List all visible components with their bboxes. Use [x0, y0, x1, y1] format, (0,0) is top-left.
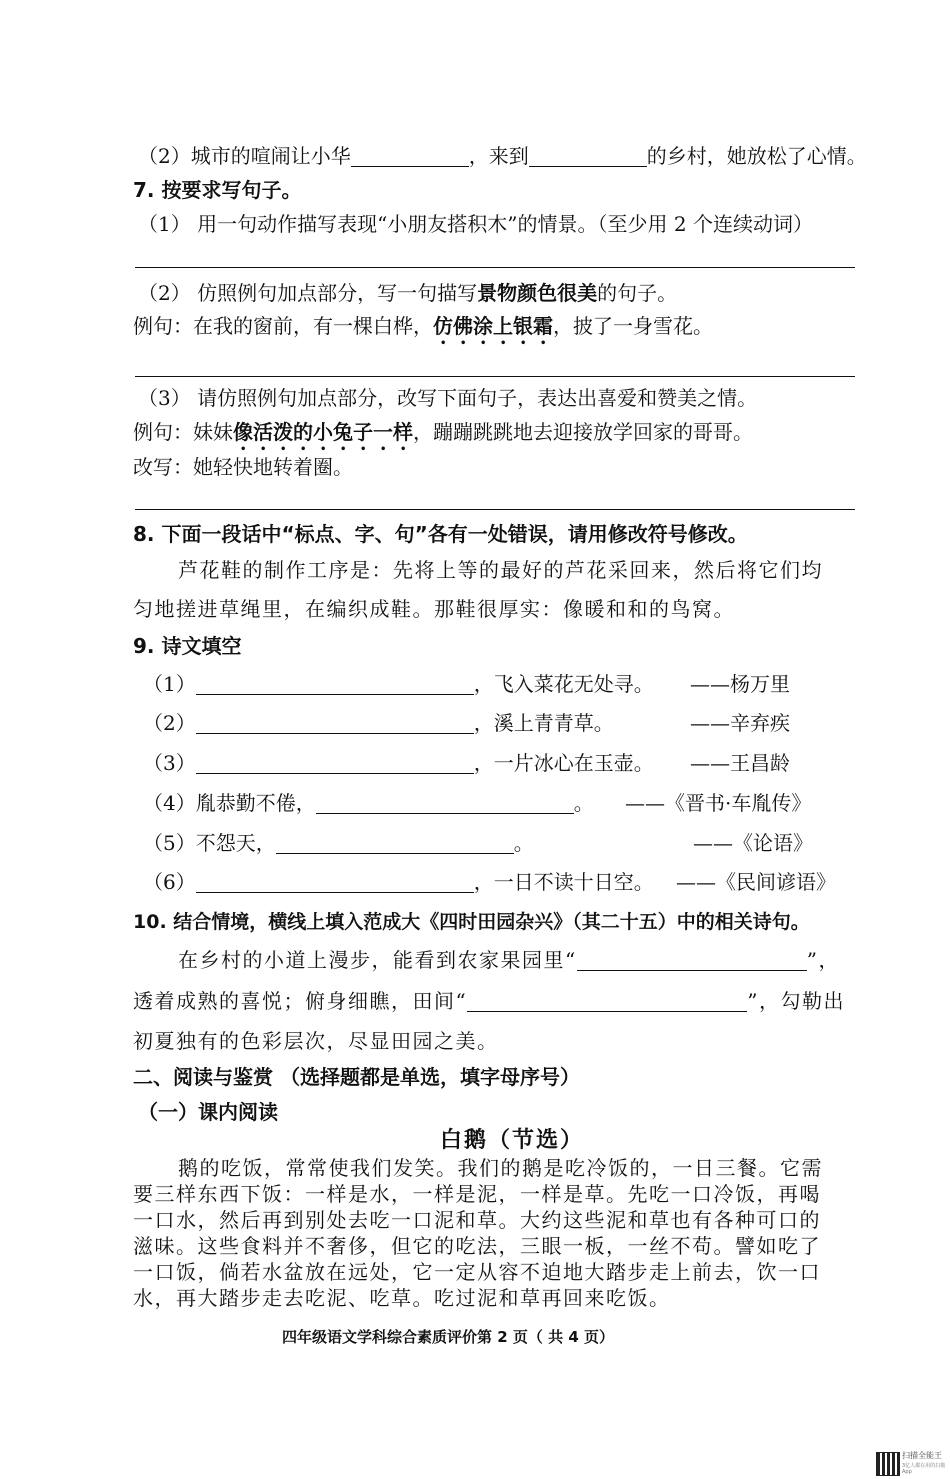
q10-blank-2[interactable]: [467, 991, 747, 1012]
q10-line2-post: ”，勾勒出: [747, 989, 845, 1013]
q10-title: 10. 结合情境，横线上填入范成大《四时田园杂兴》（其二十五）中的相关诗句。: [133, 911, 810, 933]
section2-title: 二、阅读与鉴赏 （选择题都是单选，填字母序号）: [133, 1065, 580, 1089]
q7-ex2-post: ，披了一身雪花。: [553, 314, 713, 338]
q9-item-6: [143, 869, 654, 895]
q7-p3: （3） 请仿照例句加点部分，改写下面句子，表达出喜爱和赞美之情。: [138, 386, 758, 410]
q9-item-num: （6）: [143, 870, 196, 894]
q6-2-mid: ，来到: [468, 144, 529, 168]
q9-author-3: ——王昌龄: [690, 751, 790, 775]
q7-p2-pre: （2） 仿照例句加点部分，写一句描写: [138, 281, 478, 305]
scanner-sublabel: 3亿人都在用的扫描App: [902, 1463, 946, 1475]
q7-ex3-pre: 例句：妹妹: [133, 420, 233, 444]
q9-item-num: （3）: [143, 751, 196, 775]
q10-line-2: [133, 987, 845, 1015]
section2-sub: （一）课内阅读: [138, 1100, 278, 1124]
passage-title: 白鹅（节选）: [440, 1127, 585, 1153]
q7-p3-answer-line[interactable]: [135, 509, 855, 510]
q9-item-text: ，飞入菜花无处寻。: [473, 672, 654, 696]
q7-ex3-key: 像活泼的小兔子一样: [233, 420, 413, 444]
passage-line-4: 滋味。这些食料并不奢侈，但它的吃法，三眼一板，一丝不苟。譬如吃了: [133, 1234, 821, 1258]
q9-author-1: ——杨万里: [690, 672, 790, 696]
q9-item-1: [143, 671, 654, 697]
q9-blank-3[interactable]: [196, 753, 474, 774]
passage-line-5: 一口饭，倘若水盆放在远处，它一定从容不迫地大踏步走上前去，饮一口: [133, 1260, 821, 1284]
q9-item-num: （1）: [143, 672, 196, 696]
q9-author-5: ——《论语》: [693, 831, 813, 855]
q9-author-6: ——《民间谚语》: [676, 870, 836, 894]
q9-item-text: 。: [573, 791, 594, 815]
q9-title: 9. 诗文填空: [133, 634, 242, 658]
q9-item-text: ，溪上青青草。: [473, 711, 614, 735]
passage-line-1: 鹅的吃饭，常常使我们发笑。我们的鹅是吃冷饭的，一日三餐。它需: [178, 1156, 823, 1180]
q10-line-3: 初夏独有的色彩层次，尽显田园之美。: [133, 1029, 499, 1053]
q9-item-pre: 胤恭勤不倦，: [195, 791, 316, 815]
q9-author-4: ——《晋书·车胤传》: [625, 791, 812, 815]
q9-item-text: ，一日不读十日空。: [473, 870, 654, 894]
scanner-label: 扫描全能王: [902, 1451, 942, 1460]
q9-item-5: [143, 830, 534, 856]
q7-ex3: [133, 419, 753, 455]
q7-title: 7. 按要求写句子。: [133, 178, 302, 202]
q7-ex2: [133, 313, 713, 349]
q9-author-2: ——辛弃疾: [690, 711, 790, 735]
q7-ex2-key: 仿佛涂上银霜: [433, 314, 553, 338]
q8-line-2: 匀地搓进草绳里，在编织成鞋。那鞋很厚实：像暖和和的鸟窝。: [133, 597, 735, 621]
q7-p2-post: 的句子。: [597, 281, 678, 305]
q7-p2-answer-line[interactable]: [135, 376, 855, 377]
q6-2-post: 的乡村，她放松了心情。: [646, 144, 867, 168]
q7-p1-answer-line[interactable]: [135, 267, 855, 268]
q7-p2-key: 景物颜色很美: [477, 281, 598, 305]
passage-line-2: 要三样东西下饭：一样是水，一样是泥，一样是草。先吃一口冷饭，再喝: [133, 1182, 821, 1206]
q9-item-4: [143, 790, 594, 816]
q9-item-3: [143, 750, 654, 776]
passage-line-3: 一口水，然后再到别处去吃一口泥和草。大约这些泥和草也有各种可口的: [133, 1208, 821, 1232]
q9-item-text: ，一片冰心在玉壶。: [473, 751, 654, 775]
q7-p1: （1） 用一句动作描写表现“小朋友搭积木”的情景。（至少用 2 个连续动词）: [138, 212, 813, 236]
passage-line-6: 水，再大踏步走去吃泥、吃草。吃过泥和草再回来吃饭。: [133, 1286, 671, 1310]
q6-2-blank-1[interactable]: [351, 146, 469, 167]
page-footer: 四年级语文学科综合素质评价第 2 页（ 共 4 页）: [282, 1328, 614, 1346]
q9-blank-6[interactable]: [196, 872, 474, 893]
q9-blank-4[interactable]: [316, 793, 574, 814]
q10-line2-pre: 透着成熟的喜悦；俯身细瞧，田间“: [133, 989, 468, 1013]
q9-blank-2[interactable]: [196, 713, 474, 734]
q7-ex2-pre: 例句：在我的窗前，有一棵白桦，: [133, 314, 433, 338]
q9-item-text: 。: [513, 831, 534, 855]
q9-item-num: （5）: [143, 831, 196, 855]
q9-blank-5[interactable]: [276, 833, 514, 854]
q10-blank-1[interactable]: [577, 950, 807, 971]
q9-item-num: （2）: [143, 711, 196, 735]
q9-blank-1[interactable]: [196, 674, 474, 695]
q7-ex3-post: ，蹦蹦跳跳地去迎接放学回家的哥哥。: [413, 420, 753, 444]
q8-title: 8. 下面一段话中“标点、字、句”各有一处错误，请用修改符号修改。: [133, 522, 748, 546]
q7-p2: [138, 280, 677, 306]
q8-line-1: 芦花鞋的制作工序是：先将上等的最好的芦花采回来，然后将它们均: [178, 558, 823, 582]
qr-code-icon: [876, 1452, 900, 1476]
q10-line-1: [178, 946, 840, 974]
q7-rewrite: 改写：她轻快地转着圈。: [133, 455, 353, 479]
q6-2-line: [138, 143, 867, 169]
q9-item-num: （4）: [143, 791, 196, 815]
q9-item-2: [143, 710, 614, 736]
q9-item-pre: 不怨天，: [195, 831, 276, 855]
q10-line1-post: ”，: [806, 948, 840, 972]
q6-2-blank-2[interactable]: [529, 146, 647, 167]
q6-2-pre: （2）城市的喧闹让小华: [138, 144, 351, 168]
q10-line1-pre: 在乡村的小道上漫步，能看到农家果园里“: [178, 948, 577, 972]
